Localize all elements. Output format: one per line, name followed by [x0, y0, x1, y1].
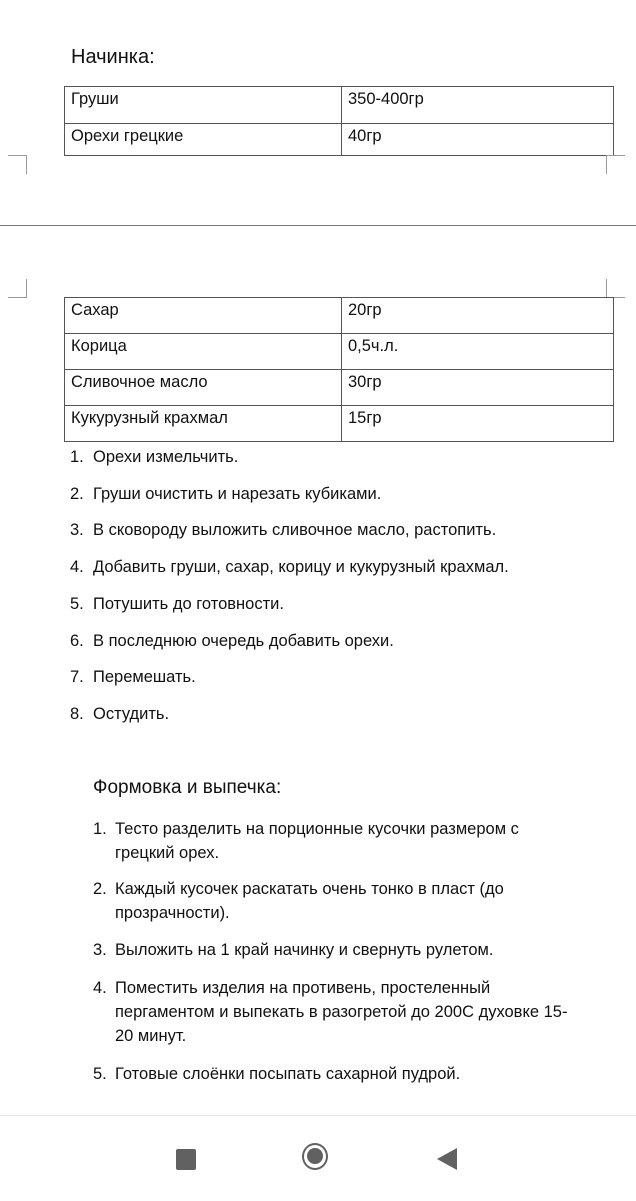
list-number: 6.	[70, 631, 84, 650]
list-number: 8.	[70, 704, 84, 723]
navigation-bar	[0, 1115, 636, 1201]
list-number: 5.	[93, 1065, 107, 1083]
page-corner-mark	[8, 279, 27, 298]
list-number: 2.	[93, 880, 107, 898]
step-text: прозрачности).	[115, 904, 230, 922]
ingredient-cell: Кукурузный крахмал	[65, 406, 342, 442]
home-circle-icon[interactable]	[302, 1143, 328, 1170]
ingredient-cell: Корица	[65, 334, 342, 370]
quantity-cell: 15гр	[342, 406, 614, 442]
filling-heading: Начинка:	[71, 46, 155, 68]
step-text: Потушить до готовности.	[93, 594, 284, 613]
page-break	[0, 225, 636, 226]
list-number: 5.	[70, 594, 84, 613]
list-number: 1.	[93, 820, 107, 838]
step-text: Груши очистить и нарезать кубиками.	[93, 484, 382, 503]
page-corner-mark	[606, 155, 625, 174]
ingredient-cell: Груши	[65, 87, 342, 124]
ingredients-table-1	[64, 86, 614, 156]
step-text: Выложить на 1 край начинку и свернуть рулетом.	[115, 941, 494, 959]
step-text: Орехи измельчить.	[93, 448, 239, 466]
table-row	[65, 124, 614, 156]
list-number: 4.	[70, 558, 84, 577]
ingredient-cell: Сливочное масло	[65, 370, 342, 406]
list-number: 4.	[93, 979, 107, 997]
page-corner-mark	[8, 155, 27, 174]
quantity-cell: 350-400гр	[342, 87, 614, 124]
step-text: Поместить изделия на противень, простеленный	[115, 979, 491, 997]
ingredient-cell: Сахар	[65, 298, 342, 334]
list-number: 3.	[70, 521, 84, 540]
table-row	[65, 298, 614, 334]
quantity-cell: 40гр	[342, 124, 614, 156]
list-number: 2.	[70, 484, 84, 503]
back-triangle-icon[interactable]	[437, 1148, 457, 1170]
step-text: грецкий орех.	[115, 844, 220, 862]
step-text: пергаментом и выпекать в разогретой до 200С духовке 15-	[115, 1003, 568, 1021]
ingredients-table-2	[64, 297, 614, 442]
step-text: Готовые слоёнки посыпать сахарной пудрой.	[115, 1065, 461, 1083]
step-text: Тесто разделить на порционные кусочки размером с	[115, 820, 519, 838]
ingredient-cell: Орехи грецкие	[65, 124, 342, 156]
step-text: Остудить.	[93, 704, 170, 723]
table-row	[65, 406, 614, 442]
recents-square-icon[interactable]	[176, 1149, 196, 1170]
page-corner-mark	[606, 279, 625, 298]
step-text: 20 минут.	[115, 1027, 187, 1045]
list-number: 3.	[93, 941, 107, 959]
table-row	[65, 87, 614, 124]
step-text: Перемешать.	[93, 668, 196, 687]
step-text: В сковороду выложить сливочное масло, растопить.	[93, 521, 497, 540]
table-row	[65, 334, 614, 370]
quantity-cell: 20гр	[342, 298, 614, 334]
list-number: 1.	[70, 448, 84, 466]
list-number: 7.	[70, 668, 84, 687]
table-row	[65, 370, 614, 406]
quantity-cell: 0,5ч.л.	[342, 334, 614, 370]
step-text: В последнюю очередь добавить орехи.	[93, 631, 394, 650]
step-text: Добавить груши, сахар, корицу и кукурузный крахмал.	[93, 558, 509, 577]
quantity-cell: 30гр	[342, 370, 614, 406]
baking-heading: Формовка и выпечка:	[93, 777, 282, 798]
step-text: Каждый кусочек раскатать очень тонко в пласт (до	[115, 880, 504, 898]
